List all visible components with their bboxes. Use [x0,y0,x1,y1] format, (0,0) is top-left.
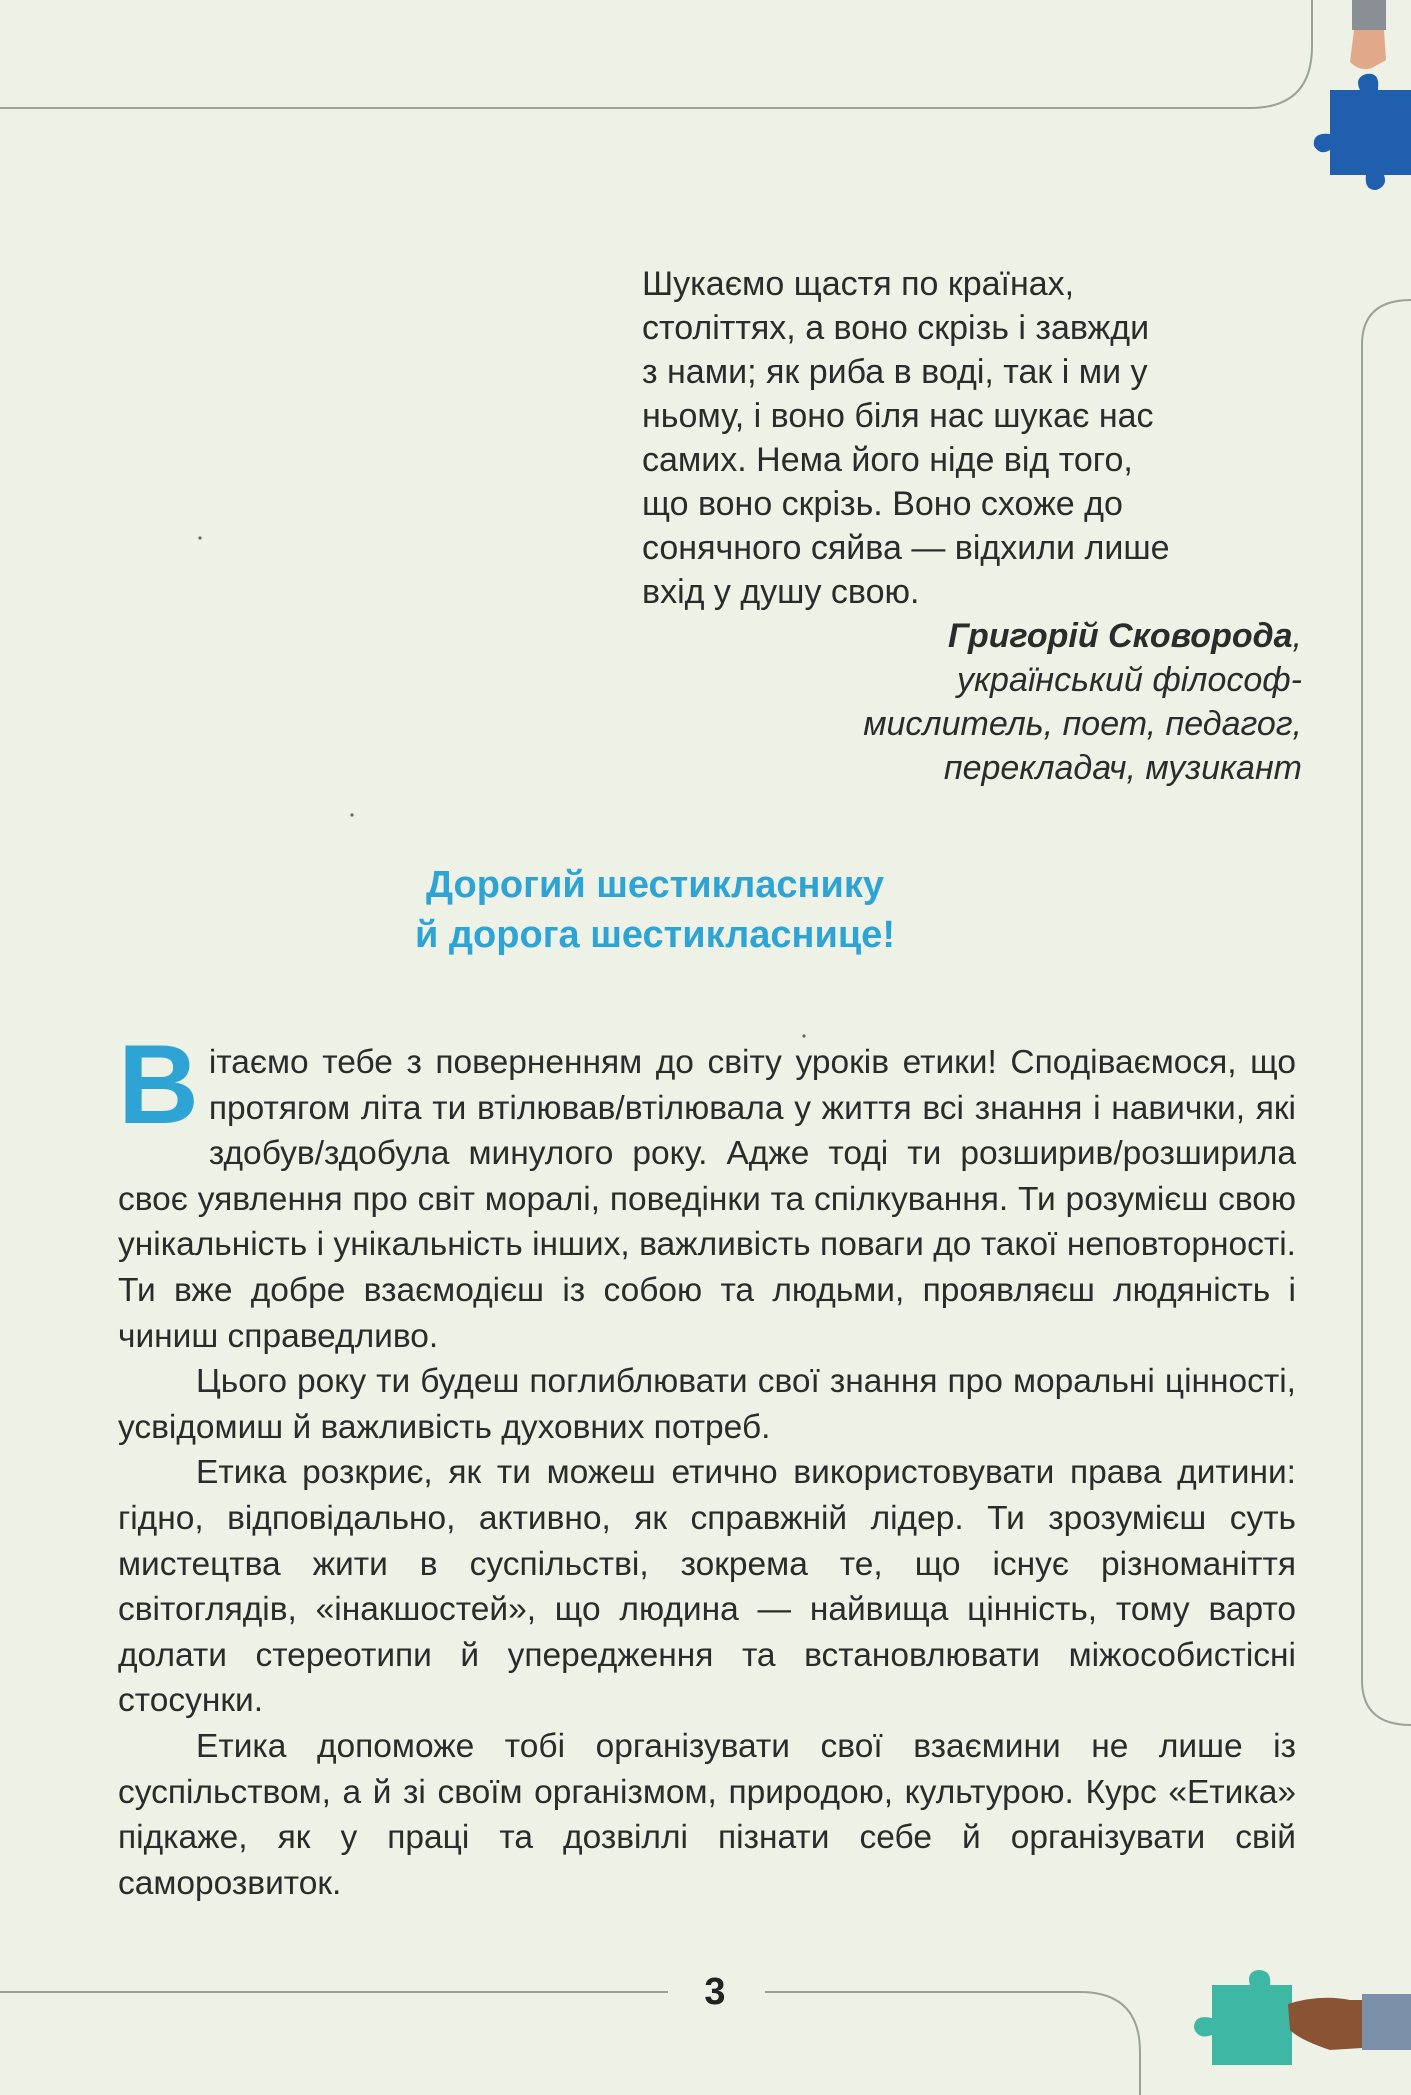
epigraph-line: століттях, а воно скрізь і завжди [642,309,1150,347]
intro-text [118,1022,1296,1906]
author-suffix: , [1292,617,1302,655]
author-role-line: мислитель, поет, педагог, [863,705,1302,743]
heading-line-1: Дорогий шестикласнику [425,864,885,906]
epigraph-line: ньому, і воно біля нас шукає нас [642,397,1154,435]
page-number: 3 [704,1971,726,2013]
paragraph [118,1022,1296,1359]
epigraph-author: Григорій Сковорода [948,617,1293,655]
epigraph-line: сонячного сяйва — відхили лише [642,529,1170,567]
greeting-heading [300,860,1010,960]
epigraph-line: самих. Нема його ніде від того, [642,441,1133,479]
right-frame-line [1362,300,1411,1725]
paragraph: Етика розкриє, як ти можеш етично використовувати права дитини: гідно, відповідально, активно, як справжній лідер. Ти зрозумієш суть мистецтва жити в суспільстві, зокрема те, що існує різноманіття світоглядів, «інакшостей», що людина — найвища цінність, тому варто долати стереотипи й упередження та встановлювати міжособистісні стосунки. [118,1454,1296,1720]
paragraph-text: ітаємо тебе з поверненням до світу уроків етики! Сподіваємося, що протягом літа ти втілював/втілювала у життя всі знання і навички, які здобув/здобула минулого року. Адже тоді ти розширив/розширила своє уявлення про світ моралі, поведінки та спілкування. Ти розумієш свою унікальність і унікальність інших, важливість поваги до такої неповторності. Ти вже добре взаємодієш із собою та людьми, проявляєш людяність і чиниш справедливо. [118,1044,1296,1355]
drop-cap: В [118,1022,199,1147]
epigraph-line: вхід у душу свою. [642,573,920,611]
paragraph: Цього року ти будеш поглиблювати свої знання про моральні цінності, усвідомиш й важливість духовних потреб. [118,1363,1296,1446]
top-frame-line [0,0,1312,108]
epigraph-attribution [642,614,1302,790]
author-role-line: перекладач, музикант [943,749,1302,787]
author-role-line: український філософ- [956,661,1302,699]
epigraph-line: що воно скрізь. Воно схоже до [642,485,1123,523]
epigraph-line: Шукаємо щастя по країнах, [642,265,1075,303]
puzzle-piece-hand-icon-bottom [1194,1970,1411,2065]
heading-line-2: й дорога шестикласнице! [415,914,895,956]
epigraph-line: з нами; як риба в воді, так і ми у [642,353,1148,391]
puzzle-piece-hand-icon-top [1314,0,1411,190]
bottom-frame-line-right [765,1992,1140,2095]
epigraph [642,262,1302,790]
paragraph: Етика допоможе тобі організувати свої взаємини не лише із суспільством, а й зі своїм організмом, природою, культурою. Курс «Етика» підкаже, як у праці та дозвіллі пізнати себе й організувати свій саморозвиток. [118,1727,1296,1902]
